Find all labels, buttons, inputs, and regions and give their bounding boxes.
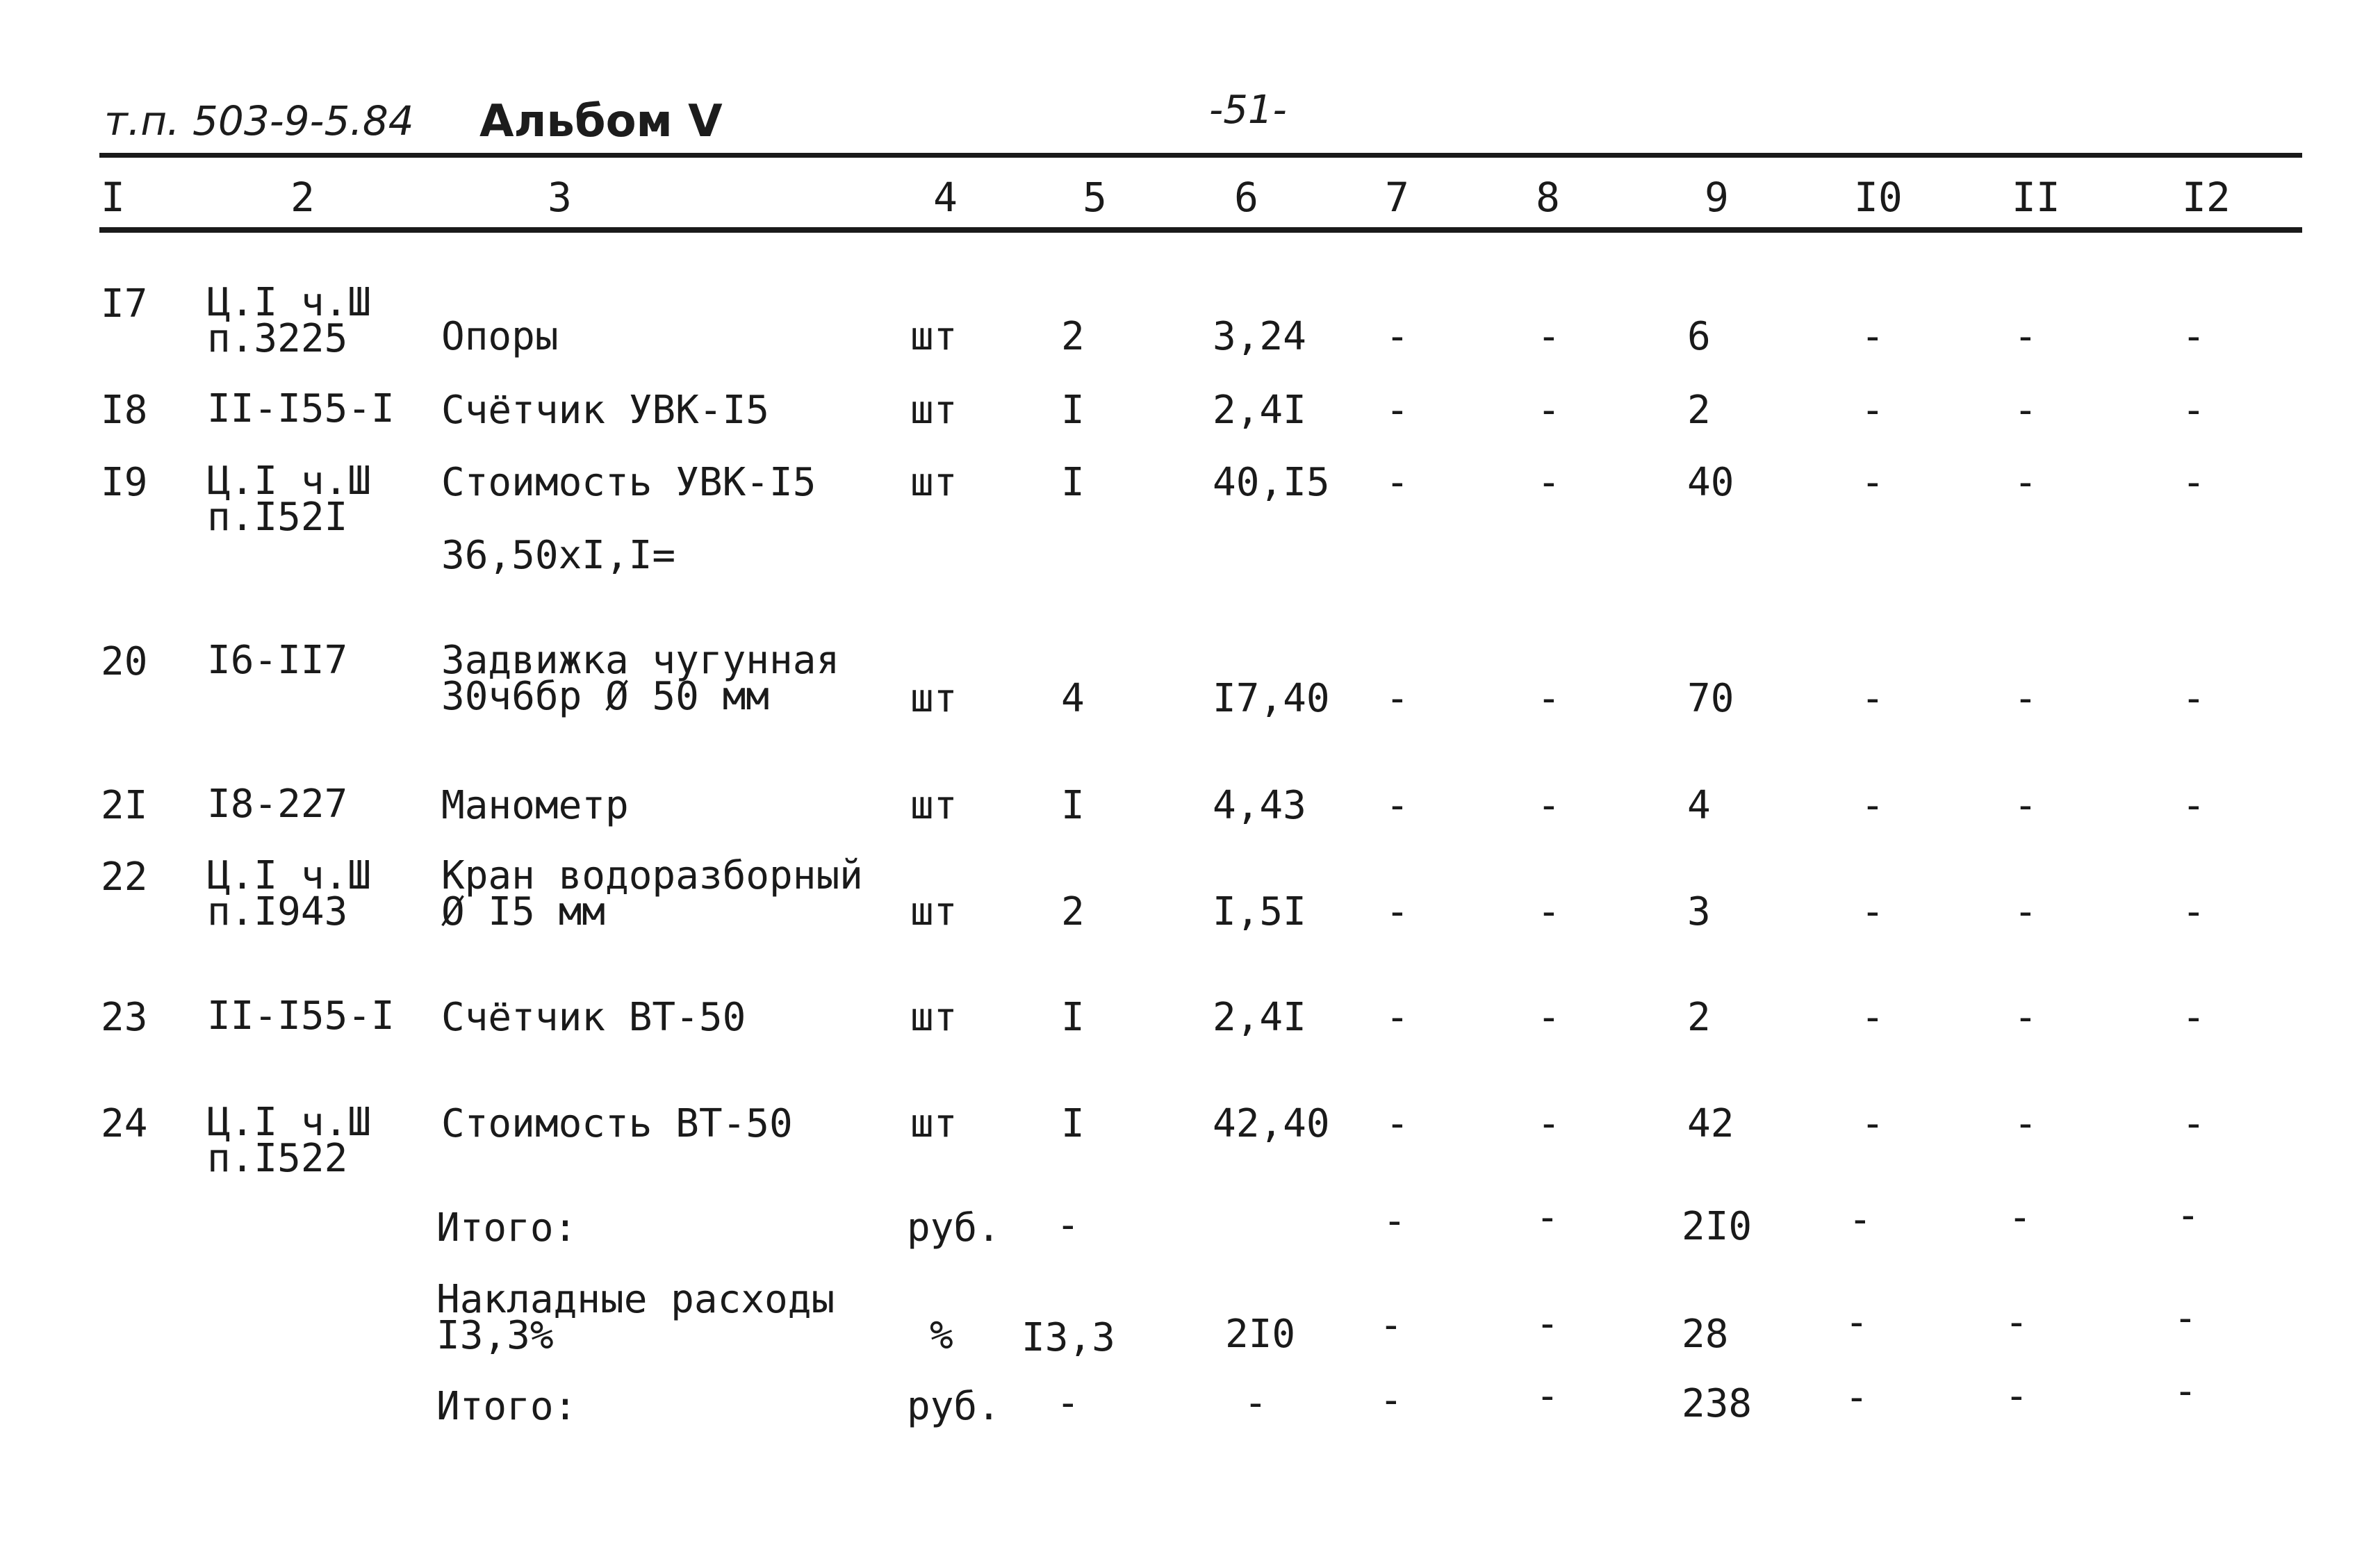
- summary-price: -: [1244, 1380, 1267, 1426]
- row-name: Стоимость УВК-I5: [441, 460, 816, 505]
- summary-total: 238: [1682, 1381, 1753, 1426]
- row-unit: шт: [910, 783, 958, 828]
- row-name: Кран водоразборный Ø I5 мм: [441, 853, 863, 934]
- row-col7: -: [1386, 676, 1409, 721]
- row-price: I,5I: [1213, 889, 1306, 934]
- col-header-7: 7: [1385, 174, 1409, 221]
- row-col10: -: [1861, 676, 1885, 721]
- row-total: 70: [1687, 676, 1734, 721]
- row-unit: шт: [910, 314, 958, 359]
- summary-col10: -: [1845, 1300, 1869, 1345]
- row-number: 23: [101, 995, 148, 1040]
- row-col11: -: [2014, 889, 2037, 934]
- row-code: I8-227: [207, 782, 348, 827]
- row-col7: -: [1386, 995, 1409, 1040]
- header-rule: [99, 227, 2302, 233]
- row-col12: -: [2182, 995, 2206, 1040]
- summary-qty: I3,3: [1021, 1315, 1115, 1360]
- col-header-2: 2: [290, 174, 315, 221]
- row-price: 42,40: [1213, 1101, 1330, 1146]
- row-col10: -: [1861, 889, 1885, 934]
- row-code: II-I55-I: [207, 386, 395, 431]
- summary-qty: -: [1056, 1203, 1080, 1248]
- row-qty: 2: [1061, 889, 1085, 934]
- row-number: I8: [101, 388, 148, 433]
- row-col12: -: [2182, 783, 2206, 828]
- row-unit: шт: [910, 388, 958, 433]
- row-col8: -: [1537, 676, 1561, 721]
- row-col8: -: [1537, 460, 1561, 505]
- row-name: Счётчик ВТ-50: [441, 995, 746, 1040]
- summary-name: Итого:: [436, 1384, 577, 1429]
- summary-col11: -: [2005, 1374, 2028, 1419]
- row-name: Задвижка чугунная 30ч6бр Ø 50 мм: [441, 638, 840, 719]
- row-qty: 2: [1061, 314, 1085, 359]
- summary-col7: -: [1379, 1303, 1403, 1348]
- row-col8: -: [1537, 783, 1561, 828]
- row-price: 2,4I: [1213, 388, 1306, 433]
- row-total: 6: [1687, 314, 1711, 359]
- row-col7: -: [1386, 460, 1409, 505]
- row-unit: шт: [910, 889, 958, 934]
- row-col8: -: [1537, 889, 1561, 934]
- row-col8: -: [1537, 1101, 1561, 1146]
- summary-col11: -: [2008, 1195, 2032, 1240]
- row-qty: I: [1061, 1101, 1085, 1146]
- row-number: 22: [101, 855, 148, 900]
- row-unit: шт: [910, 995, 958, 1040]
- col-header-9: 9: [1705, 174, 1729, 221]
- summary-col8: -: [1536, 1301, 1559, 1346]
- col-header-12: I2: [2182, 174, 2231, 221]
- row-price: I7,40: [1213, 676, 1330, 721]
- summary-col7: -: [1383, 1198, 1406, 1244]
- summary-price: 2I0: [1225, 1312, 1296, 1357]
- summary-unit: %: [930, 1313, 953, 1358]
- summary-col10: -: [1845, 1375, 1869, 1420]
- row-total: 4: [1687, 783, 1711, 828]
- row-col12: -: [2182, 676, 2206, 721]
- summary-unit: руб.: [907, 1205, 1001, 1251]
- summary-col7: -: [1379, 1378, 1403, 1423]
- row-col7: -: [1386, 1101, 1409, 1146]
- album-label: Альбом V: [479, 96, 723, 147]
- row-col8: -: [1537, 314, 1561, 359]
- row-col12: -: [2182, 1101, 2206, 1146]
- row-number: 20: [101, 639, 148, 684]
- row-col10: -: [1861, 388, 1885, 433]
- row-unit: шт: [910, 1101, 958, 1146]
- row-name: Манометр: [441, 783, 629, 828]
- row-total: 40: [1687, 460, 1734, 505]
- row-name-formula: 36,50хI,I=: [441, 533, 676, 578]
- summary-col12: -: [2174, 1369, 2197, 1414]
- summary-col10: -: [1848, 1197, 1872, 1242]
- row-col8: -: [1537, 995, 1561, 1040]
- row-total: 42: [1687, 1101, 1734, 1146]
- row-col11: -: [2014, 995, 2037, 1040]
- summary-col12: -: [2176, 1193, 2200, 1238]
- summary-name: Накладные расходы I3,3%: [436, 1277, 835, 1358]
- row-code: Ц.I ч.Ш п.I943: [207, 853, 372, 934]
- col-header-5: 5: [1083, 174, 1107, 221]
- col-header-3: 3: [548, 174, 572, 221]
- col-header-10: I0: [1854, 174, 1903, 221]
- row-col11: -: [2014, 676, 2037, 721]
- row-code: Ц.I ч.Ш п.3225: [207, 280, 372, 361]
- summary-name: Итого:: [436, 1205, 577, 1251]
- row-col11: -: [2014, 388, 2037, 433]
- row-col10: -: [1861, 995, 1885, 1040]
- col-header-8: 8: [1536, 174, 1560, 221]
- row-total: 2: [1687, 388, 1711, 433]
- row-code: Ц.I ч.Ш п.I52I: [207, 459, 372, 540]
- row-code: II-I55-I: [207, 993, 395, 1039]
- row-col8: -: [1537, 388, 1561, 433]
- row-col12: -: [2182, 889, 2206, 934]
- row-col7: -: [1386, 889, 1409, 934]
- summary-qty: -: [1056, 1380, 1080, 1426]
- row-qty: I: [1061, 388, 1085, 433]
- row-col10: -: [1861, 783, 1885, 828]
- col-header-1: I: [101, 174, 125, 221]
- row-total: 2: [1687, 995, 1711, 1040]
- col-header-6: 6: [1234, 174, 1258, 221]
- col-header-4: 4: [933, 174, 958, 221]
- row-col11: -: [2014, 460, 2037, 505]
- row-code: I6-II7: [207, 638, 348, 683]
- row-col11: -: [2014, 314, 2037, 359]
- row-col11: -: [2014, 1101, 2037, 1146]
- row-qty: I: [1061, 460, 1085, 505]
- row-unit: шт: [910, 460, 958, 505]
- row-number: 2I: [101, 783, 148, 828]
- row-price: 3,24: [1213, 314, 1306, 359]
- row-qty: I: [1061, 995, 1085, 1040]
- row-qty: 4: [1061, 676, 1085, 721]
- row-number: I9: [101, 460, 148, 505]
- row-name: Счётчик УВК-I5: [441, 388, 770, 433]
- row-col10: -: [1861, 1101, 1885, 1146]
- row-price: 4,43: [1213, 783, 1306, 828]
- summary-col8: -: [1536, 1374, 1559, 1419]
- col-header-11: II: [2012, 174, 2060, 221]
- row-name: Стоимость ВТ-50: [441, 1101, 793, 1146]
- row-number: I7: [101, 281, 148, 327]
- summary-col8: -: [1536, 1195, 1559, 1240]
- page-number: -51-: [1209, 88, 1287, 133]
- row-total: 3: [1687, 889, 1711, 934]
- row-price: 40,I5: [1213, 460, 1330, 505]
- summary-total: 2I0: [1682, 1204, 1753, 1249]
- summary-col11: -: [2005, 1300, 2028, 1345]
- row-unit: шт: [910, 676, 958, 721]
- row-col12: -: [2182, 460, 2206, 505]
- row-col7: -: [1386, 783, 1409, 828]
- row-col12: -: [2182, 388, 2206, 433]
- row-col10: -: [1861, 460, 1885, 505]
- row-col7: -: [1386, 388, 1409, 433]
- top-rule: [99, 153, 2302, 158]
- row-col12: -: [2182, 314, 2206, 359]
- project-number: т.п. 503-9-5.84: [104, 97, 414, 145]
- row-name: Опоры: [441, 314, 559, 359]
- row-qty: I: [1061, 783, 1085, 828]
- row-col11: -: [2014, 783, 2037, 828]
- row-code: Ц.I ч.Ш п.I522: [207, 1100, 372, 1181]
- summary-unit: руб.: [907, 1384, 1001, 1429]
- row-col10: -: [1861, 314, 1885, 359]
- summary-col12: -: [2174, 1296, 2197, 1341]
- summary-total: 28: [1682, 1312, 1729, 1357]
- row-price: 2,4I: [1213, 995, 1306, 1040]
- row-col7: -: [1386, 314, 1409, 359]
- row-number: 24: [101, 1101, 148, 1146]
